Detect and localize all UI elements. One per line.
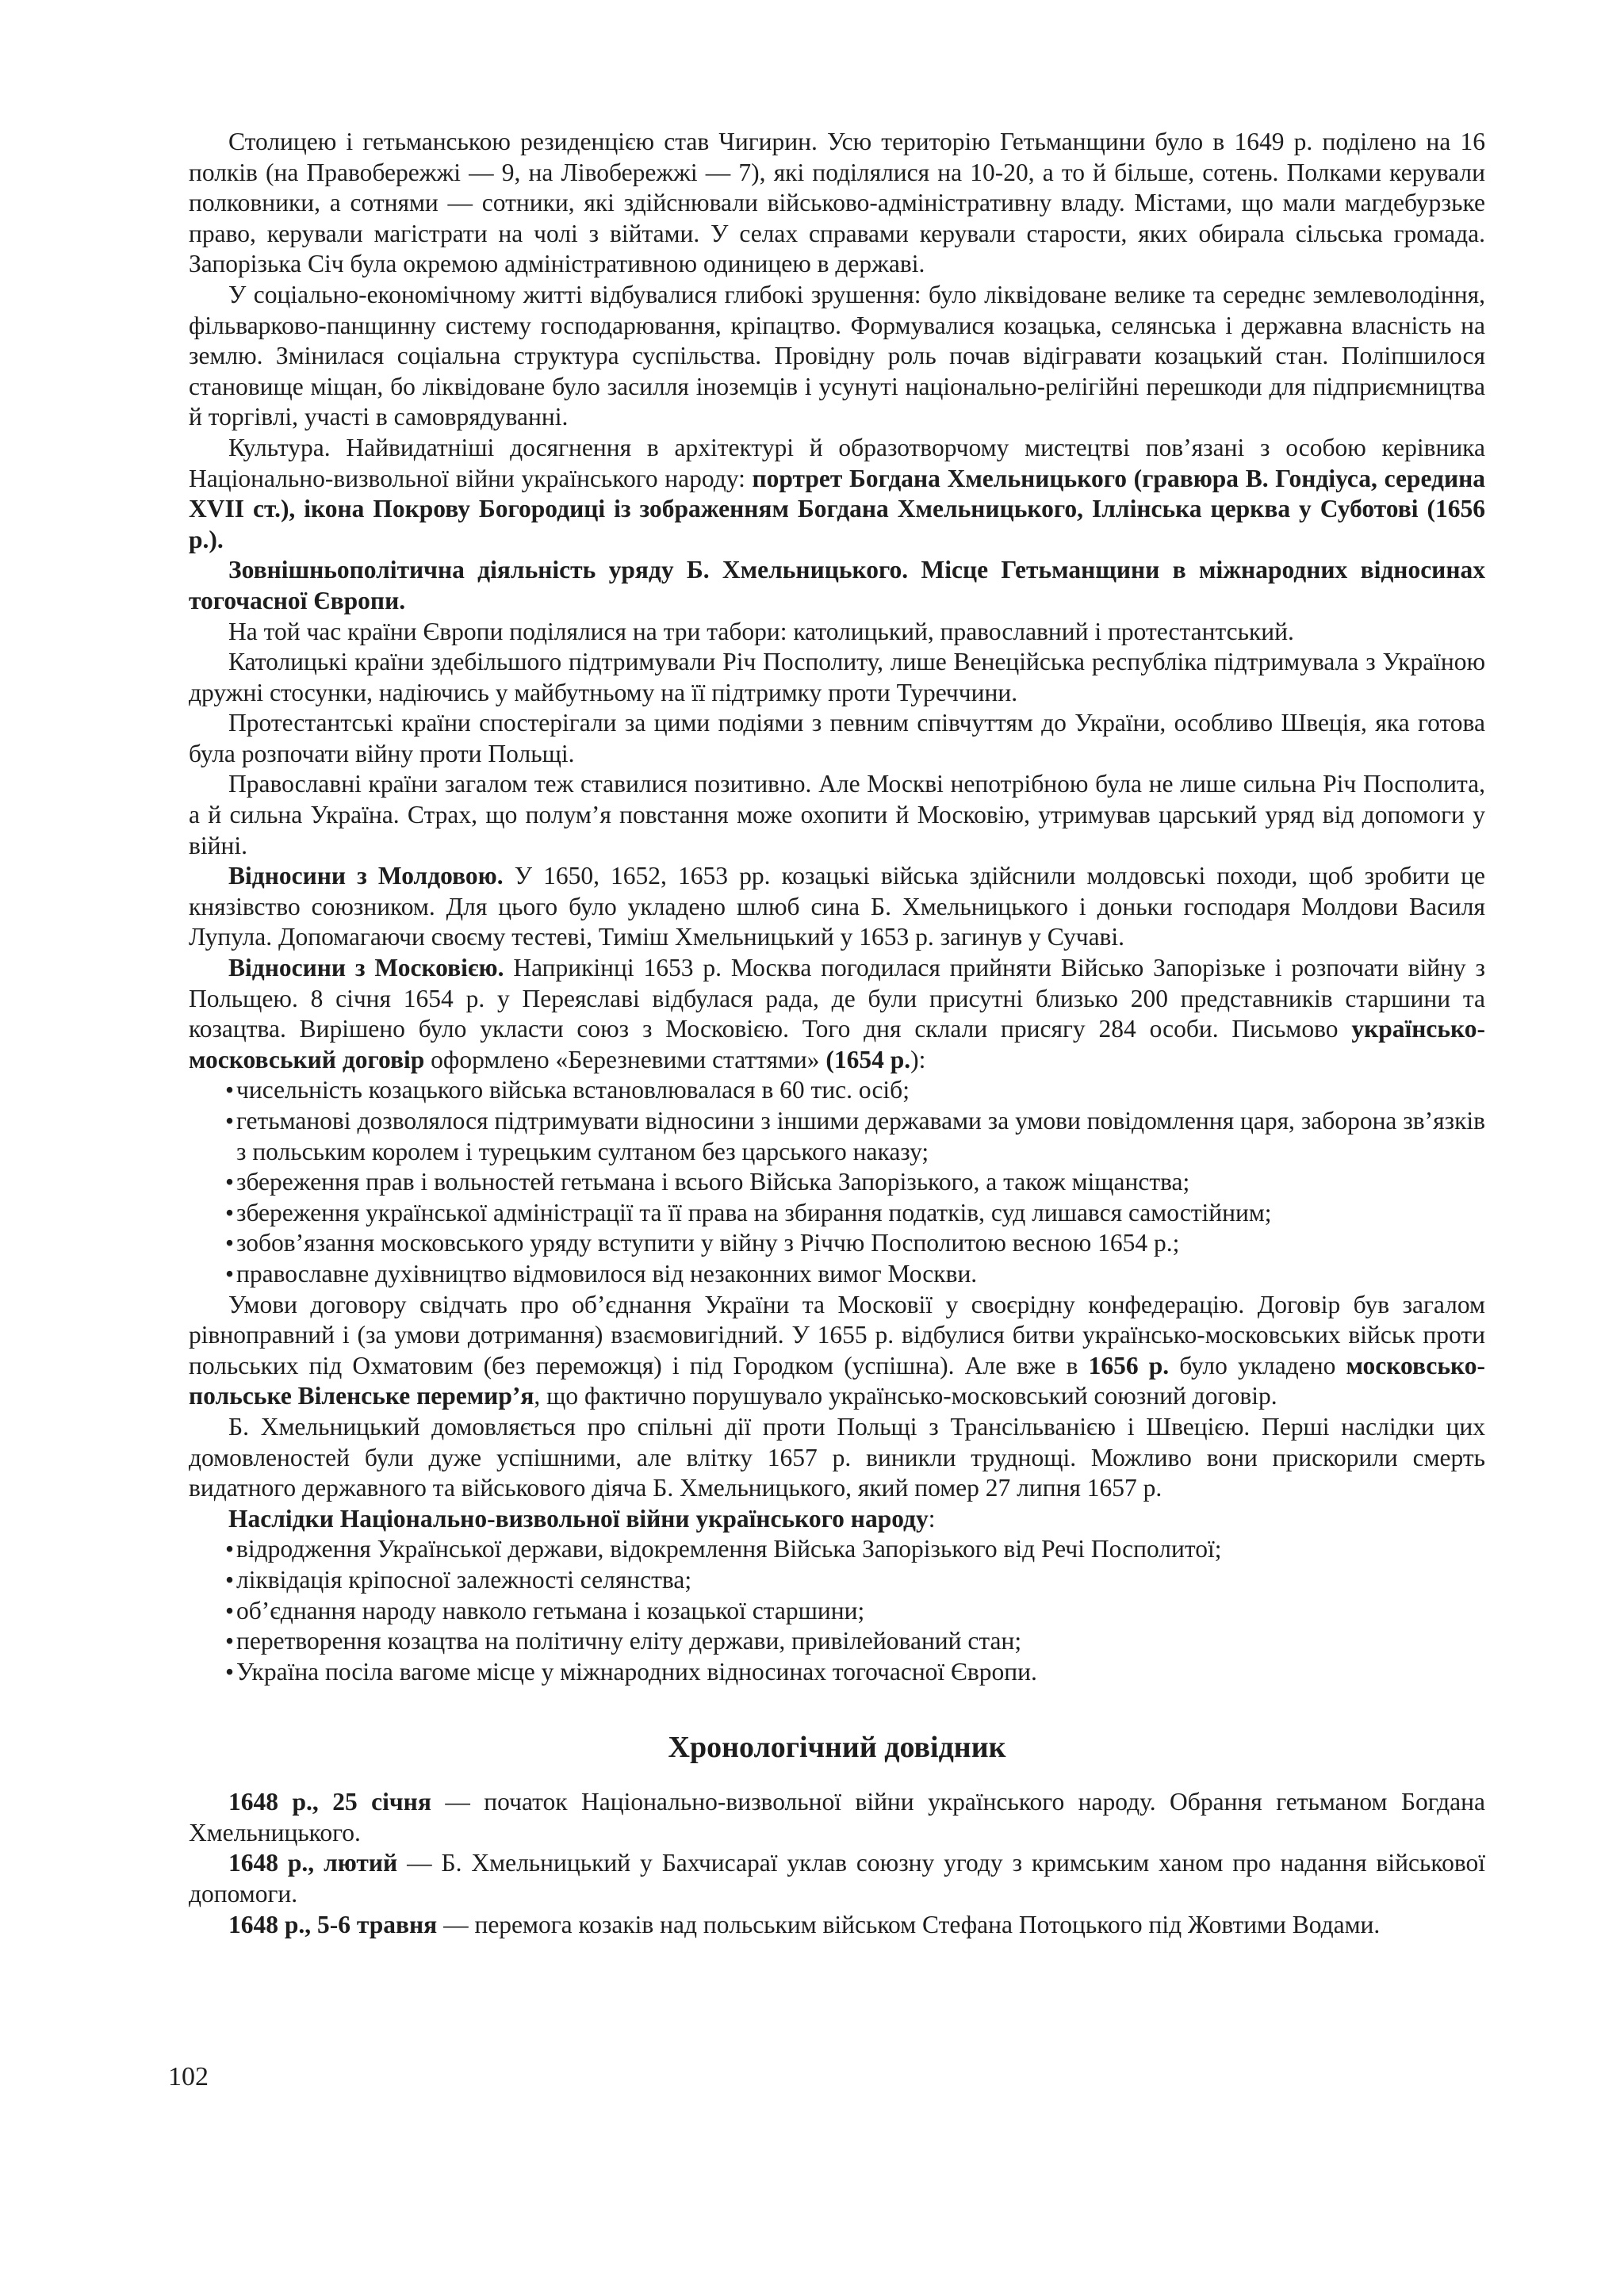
chronology-entry bbox=[189, 1787, 1485, 1848]
list-item: • відродження Української держави, відокремлення Війська Запорізького від Речі Посполитої; bbox=[189, 1534, 1485, 1565]
vilnius-truce: московсько-польське Віленське перемир’я bbox=[189, 1351, 1485, 1410]
chronology-date: 1648 р., 25 січня bbox=[228, 1788, 431, 1816]
page-number: 102 bbox=[168, 2062, 209, 2091]
list-item: • гетьманові дозволялося підтримувати відносини з іншими державами за умови повідомлення царя, заборона зв’язків з польським королем і турецьким султаном без царського наказу; bbox=[189, 1106, 1485, 1167]
list-item: • Україна посіла вагоме місце у міжнародних відносинах тогочасної Європи. bbox=[189, 1657, 1485, 1688]
paragraph-socioeconomic: У соціально-економічному житті відбувалися глибокі зрушення: було ліквідоване велике та середнє землеволодіння, фільварково-панщинну систему господарювання, кріпацтво. Формувалися козацька, селянська і державна власність на землю. Змінилася соціальна структура суспільства. Провідну роль почав відігравати козацький стан. Поліпшилося становище міщан, бо ліквідоване було засилля іноземців і усунуті національно-релігійні перешкоди для підприємництва й торгівлі, участі в самоврядуванні. bbox=[189, 280, 1485, 431]
list-item: • збереження прав і вольностей гетьмана і всього Війська Запорізького, а також міщанства; bbox=[189, 1167, 1485, 1198]
muscovy-treaty-year: (1654 р. bbox=[825, 1045, 911, 1073]
muscovy-treaty-term: українсько-московський договір bbox=[189, 1015, 1485, 1073]
culture-text: Культура. Найвидатніші досягнення в архітектурі й образотворчому мистецтві пов’язані з особою керівника Національно-визвольної війни українського народу: bbox=[189, 433, 1485, 492]
paragraph-muscovy bbox=[189, 953, 1485, 1075]
chronology-entry bbox=[189, 1910, 1485, 1941]
list-item: • православне духівництво відмовилося від незаконних вимог Москви. bbox=[189, 1259, 1485, 1290]
culture-highlights: портрет Богдана Хмельницького (гравюра В. Гондіуса, середина XVII ст.), ікона Покрову Богородиці із зображенням Богдана Хмельницького, Іллінська церква у Суботові (1656 р.). bbox=[189, 464, 1485, 553]
chronology-date: 1648 р., 5-6 травня bbox=[228, 1910, 438, 1938]
page-content bbox=[189, 127, 1485, 1940]
paragraph-three-camps: На той час країни Європи поділялися на три табори: католицький, православний і протестантський. bbox=[228, 617, 1294, 645]
paragraph-administration: Столицею і гетьманською резиденцією став Чигирин. Усю територію Гетьманщини було в 1649 р. поділено на 16 полків (на Правобережжі — 9, на Лівобережжі — 7), які поділялися на 10-20, а то й більше, сотень. Полками керували полковники, а сотнями — сотники, які здійснювали військово-адміністративну владу. Містами, що мали магдебурзьке право, керували магістрати на чолі з війтами. У селах справами керували старости, яких обирала сільська громада. Запорізька Січ була окремою адміністративною одиницею в державі. bbox=[189, 128, 1485, 278]
muscovy-text: Наприкінці 1653 р. Москва погодилася прийняти Військо Запорізьке і розпочати війну з Польщею. 8 січня 1654 р. у Переяславі відбулася рада, де були присутні близько 200 представників старшини та козацтва. Вирішено було укласти союз з Московією. Того дня склали присягу 284 особи. Письмово bbox=[189, 954, 1485, 1043]
confederation-text: Умови договору свідчать про об’єднання України та Московії у своєрідну конфедерацію. Договір був загалом рівноправний і (за умови дотримання) взаємовигідний. У 1655 р. відбулися битви українсько-московських військ проти польських під Охматовим (без переможця) і під Городком (успішна). Але вже в bbox=[189, 1290, 1485, 1380]
list-item: • перетворення козацтва на політичну еліту держави, привілейований стан; bbox=[189, 1626, 1485, 1657]
muscovy-heading: Відносини з Московією. bbox=[228, 954, 504, 982]
moldova-text: У 1650, 1652, 1653 рр. козацькі війська здійснили молдовські походи, щоб зробити це князівство союзником. Для цього було укладено шлюб сина Б. Хмельницького і доньки господаря Молдови Василя Лупула. Допомагаючи своєму тестеві, Тиміш Хмельницький у 1653 р. загинув у Сучаві. bbox=[189, 862, 1485, 951]
treaty-terms-list bbox=[189, 1075, 1485, 1289]
chronology-entry bbox=[189, 1848, 1485, 1909]
subheading-results bbox=[189, 1504, 1485, 1535]
chronology-date: 1648 р., лютий bbox=[228, 1849, 398, 1877]
muscovy-text-3: ): bbox=[910, 1045, 926, 1073]
list-item: • ліквідація кріпосної залежності селянства; bbox=[189, 1565, 1485, 1596]
list-item: • збереження української адміністрації та її права на збирання податків, суд лишався самостійним; bbox=[189, 1198, 1485, 1229]
chronology-text: — перемога козаків над польським військом Стефана Потоцького під Жовтими Водами. bbox=[437, 1910, 1381, 1938]
paragraph-confederation bbox=[189, 1290, 1485, 1412]
war-results-list bbox=[189, 1534, 1485, 1687]
confederation-text-2: було укладено bbox=[1169, 1351, 1346, 1380]
list-item: • чисельність козацького війська встановлювалася в 60 тис. осіб; bbox=[189, 1075, 1485, 1106]
paragraph-catholic: Католицькі країни здебільшого підтримували Річ Посполиту, лише Венеційська республіка підтримувала з Україною дружні стосунки, надіючись у майбутньому на її підтримку проти Туреччини. bbox=[189, 648, 1485, 706]
paragraph-orthodox: Православні країни загалом теж ставилися позитивно. Але Москві непотрібною була не лише сильна Річ Посполита, а й сильна Україна. Страх, що полум’я повстання може охопити й Московію, утримував царський уряд від допомоги у війні. bbox=[189, 770, 1485, 859]
results-heading: Наслідки Національно-визвольної війни українського народу bbox=[228, 1504, 929, 1533]
chronology-text: — Б. Хмельницький у Бахчисараї уклав союзну угоду з кримським ханом про надання військової допомоги. bbox=[189, 1849, 1485, 1908]
paragraph-culture bbox=[189, 433, 1485, 555]
paragraph-moldova bbox=[189, 861, 1485, 953]
results-colon: : bbox=[928, 1504, 936, 1533]
moldova-heading: Відносини з Молдовою. bbox=[228, 862, 504, 890]
chronology-text: — початок Національно-визвольної війни українського народу. Обрання гетьманом Богдана Хмельницького. bbox=[189, 1788, 1485, 1846]
list-item: • об’єднання народу навколо гетьмана і козацької старшини; bbox=[189, 1596, 1485, 1627]
paragraph-transylvania: Б. Хмельницький домовляється про спільні дії проти Польщі з Трансільванією і Швецією. Перші наслідки цих домовленостей були дуже успішними, але влітку 1657 р. виникли труднощі. Можливо вони прискорили смерть видатного державного та військового діяча Б. Хмельницького, який помер 27 липня 1657 р. bbox=[189, 1412, 1485, 1502]
chronology-title: Хронологічний довідник bbox=[668, 1731, 1006, 1765]
paragraph-protestant: Протестантські країни спостерігали за цими подіями з певним співчуттям до України, особливо Швеція, яка готова була розпочати війну проти Польщі. bbox=[189, 709, 1485, 767]
confederation-year: 1656 р. bbox=[1088, 1351, 1170, 1380]
list-item: • зобов’язання московського уряду вступити у війну з Річчю Посполитою весною 1654 р.; bbox=[189, 1228, 1485, 1259]
subheading-foreign-policy: Зовнішньополітична діяльність уряду Б. Хмельницького. Місце Гетьманщини в міжнародних відносинах тогочасної Європи. bbox=[189, 556, 1485, 614]
confederation-text-3: , що фактично порушувало українсько-московський союзний договір. bbox=[534, 1382, 1277, 1410]
muscovy-text-2: оформлено «Березневими статтями» bbox=[424, 1045, 826, 1073]
